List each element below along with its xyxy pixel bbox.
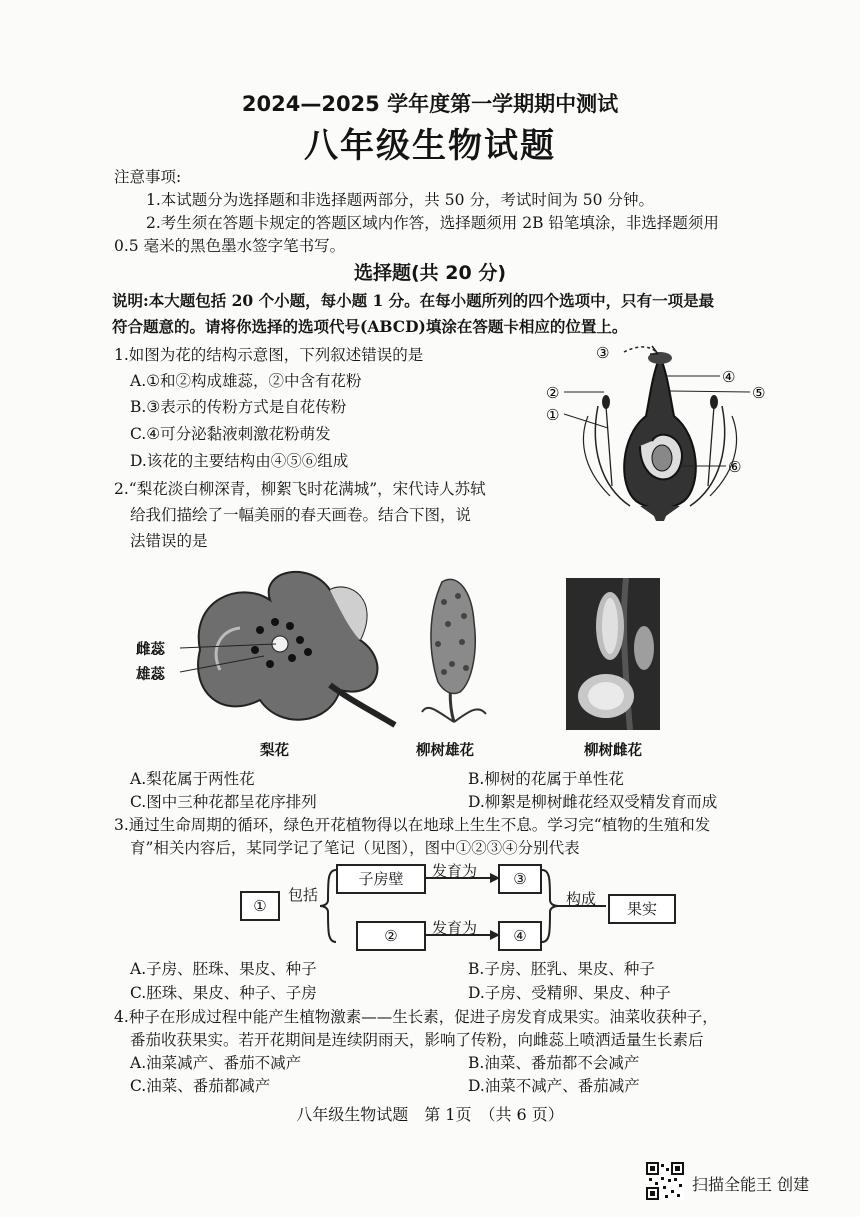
q2-stem-3: 法错误的是 [130, 532, 208, 550]
q3-stem-2: 育”相关内容后，某同学记了笔记（见图），图中①②③④分别代表 [130, 839, 580, 857]
section-desc-1: 说明:本大题包括 20 个小题，每小题 1 分。在每小题所列的四个选项中，只有一项是最 [112, 291, 715, 310]
q2-option-c: C.图中三种花都呈花序排列 [130, 793, 317, 811]
flower-structure-diagram [540, 336, 780, 526]
q4-stem-2: 番茄收获果实。若开花期间是连续阴雨天，影响了传粉，向雌蕊上喷洒适量生长素后 [130, 1031, 704, 1049]
node-ovary-wall: 子房壁 [336, 864, 426, 894]
node-4: ④ [498, 921, 542, 951]
exam-title: 2024—2025 学年度第一学期期中测试 [241, 92, 619, 116]
label-5: ⑤ [752, 384, 766, 402]
scanner-brand: 扫描全能王 创建 [692, 1175, 810, 1194]
section-desc-2: 符合题意的。请将你选择的选项代号(ABCD)填涂在答题卡相应的位置上。 [112, 317, 628, 336]
subject-title: 八年级生物试题 [304, 126, 556, 166]
notes-item-2-cont: 0.5 毫米的黑色墨水签字笔书写。 [114, 237, 346, 255]
q2-option-b: B.柳树的花属于单性花 [468, 770, 624, 788]
q4-option-c: C.油菜、番茄都减产 [130, 1077, 271, 1095]
q3-option-c: C.胚珠、果皮、种子、子房 [130, 984, 317, 1002]
q2-stem-2: 给我们描绘了一幅美丽的春天画卷。结合下图，说 [130, 506, 472, 524]
label-develop-2: 发育为 [432, 919, 478, 937]
q1-stem: 1.如图为花的结构示意图，下列叙述错误的是 [114, 346, 424, 364]
q3-option-a: A.子房、胚珠、果皮、种子 [130, 960, 317, 978]
q4-stem-1: 4.种子在形成过程中能产生植物激素——生长素，促进子房发育成果实。油菜收获种子， [114, 1008, 718, 1026]
q3-option-b: B.子房、胚乳、果皮、种子 [468, 960, 655, 978]
label-compose: 构成 [566, 890, 597, 908]
q1-option-c: C.④可分泌黏液刺激花粉萌发 [130, 425, 331, 443]
caption-willow-female: 柳树雌花 [584, 743, 642, 759]
label-pistil: 雌蕊 [136, 642, 165, 658]
label-4: ④ [722, 368, 736, 386]
label-include: 包括 [288, 886, 319, 904]
willow-male-flower-image [408, 572, 498, 732]
willow-female-flower-image [566, 578, 660, 730]
q2-stem-1: 2.“梨花淡白柳深青，柳絮飞时花满城”，宋代诗人苏轼 [114, 480, 486, 498]
q1-option-d: D.该花的主要结构由④⑤⑥组成 [130, 452, 349, 470]
page-footer: 八年级生物试题 第 1页 （共 6 页） [296, 1105, 564, 1124]
notes-item-2: 2.考生须在答题卡规定的答题区域内作答，选择题须用 2B 铅笔填涂，非选择题须用 [146, 214, 719, 232]
caption-willow-male: 柳树雄花 [416, 743, 474, 759]
node-1: ① [240, 891, 280, 921]
caption-pear-flower: 梨花 [260, 743, 289, 759]
notes-item-1: 1.本试题分为选择题和非选择题两部分，共 50 分，考试时间为 50 分钟。 [146, 191, 654, 209]
q3-option-d: D.子房、受精卵、果皮、种子 [468, 984, 671, 1002]
notes-heading: 注意事项: [114, 168, 182, 186]
q4-option-d: D.油菜不减产、番茄减产 [468, 1077, 640, 1095]
label-stamen: 雄蕊 [136, 667, 165, 683]
q4-option-a: A.油菜减产、番茄不减产 [130, 1054, 302, 1072]
section-title: 选择题(共 20 分) [353, 262, 507, 284]
pear-flower-image [180, 560, 400, 740]
node-fruit: 果实 [608, 894, 676, 924]
q2-option-a: A.梨花属于两性花 [130, 770, 255, 788]
label-6: ⑥ [728, 458, 742, 476]
node-2: ② [356, 921, 426, 951]
q1-option-b: B.③表示的传粉方式是自花传粉 [130, 398, 347, 416]
q3-stem-1: 3.通过生命周期的循环，绿色开花植物得以在地球上生生不息。学习完“植物的生殖和发 [114, 816, 711, 834]
label-1: ① [546, 406, 560, 424]
q4-option-b: B.油菜、番茄都不会减产 [468, 1054, 640, 1072]
q1-option-a: A.①和②构成雄蕊，②中含有花粉 [130, 372, 362, 390]
label-2: ② [546, 384, 560, 402]
label-3: ③ [596, 344, 610, 362]
qr-code-icon [646, 1162, 684, 1200]
node-3: ③ [498, 864, 542, 894]
label-develop-1: 发育为 [432, 862, 478, 880]
q2-option-d: D.柳絮是柳树雌花经双受精发育而成 [468, 793, 718, 811]
